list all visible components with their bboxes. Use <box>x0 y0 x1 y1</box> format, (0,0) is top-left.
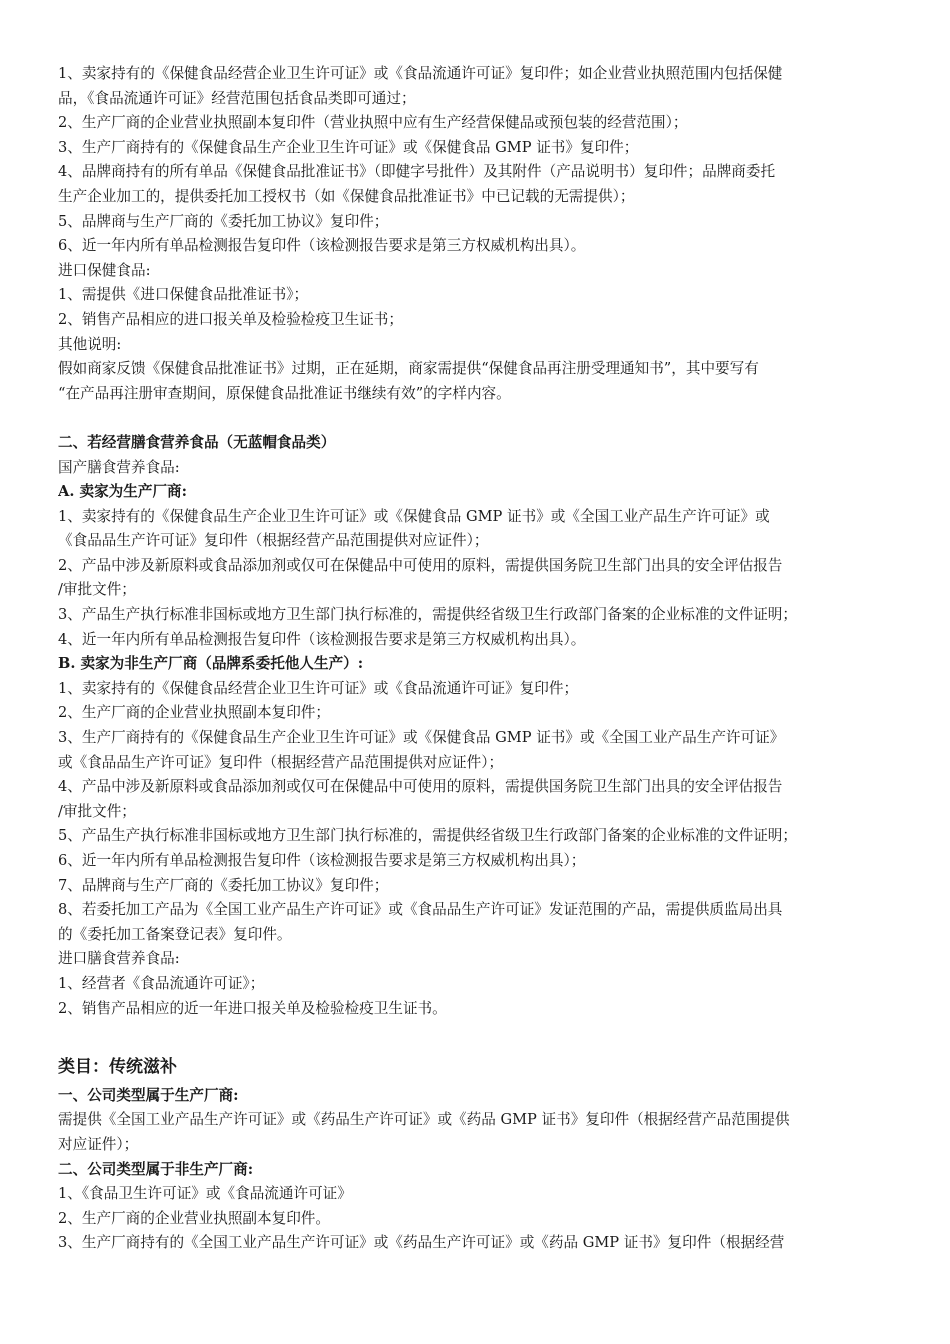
text-line: 1、经营者《食品流通许可证》； <box>58 974 265 992</box>
section-heading: 二、公司类型属于非生产厂商: <box>58 1160 254 1178</box>
text-line: 2、生产厂商的企业营业执照副本复印件； <box>58 704 330 722</box>
category-heading: 类目：传统滋补 <box>58 1056 177 1077</box>
text-line: 6、近一年内所有单品检测报告复印件（该检测报告要求是第三方权威机构出具）。 <box>58 237 586 255</box>
text-line: 2、销售产品相应的近一年进口报关单及检验检疫卫生证书。 <box>58 999 447 1017</box>
section-heading: A. 卖家为生产厂商: <box>58 483 188 501</box>
section-heading: B. 卖家为非生产厂商（品牌系委托他人生产）: <box>58 655 364 673</box>
text-line: “在产品再注册审查期间，原保健食品批准证书继续有效”的字样内容。 <box>58 384 511 402</box>
text-line: 3、生产厂商持有的《保健食品生产企业卫生许可证》或《保健食品 GMP 证书》复印件； <box>58 138 639 156</box>
text-line: 或《食品品生产许可证》复印件（根据经营产品范围提供对应证件）； <box>58 753 504 771</box>
blank-line <box>58 406 898 431</box>
text-line: 3、生产厂商持有的《保健食品生产企业卫生许可证》或《保健食品 GMP 证书》或《全国工业产品生产许可证》 <box>58 729 785 747</box>
text-line: 国产膳食营养食品: <box>58 458 180 476</box>
section-heading: 二、若经营膳食营养食品（无蓝帽食品类） <box>58 433 336 451</box>
text-line: 5、品牌商与生产厂商的《委托加工协议》复印件； <box>58 212 389 230</box>
text-line: 品，《食品流通许可证》经营范围包括食品类即可通过； <box>58 89 416 107</box>
text-line: 对应证件）； <box>58 1135 139 1153</box>
text-line: 假如商家反馈《保健食品批准证书》过期，正在延期，商家需提供“保健食品再注册受理通知书”，其中要写有 <box>58 360 759 378</box>
text-line: 2、销售产品相应的进口报关单及检验检疫卫生证书； <box>58 310 403 328</box>
text-line: 的《委托加工备案登记表》复印件。 <box>58 925 292 943</box>
text-line: 进口保健食品: <box>58 261 151 279</box>
text-line: 4、近一年内所有单品检测报告复印件（该检测报告要求是第三方权威机构出具）。 <box>58 630 586 648</box>
text-line: 3、产品生产执行标准非国标或地方卫生部门执行标准的，需提供经省级卫生行政部门备案的企业标准的文件证明； <box>58 606 797 624</box>
text-line: 1、卖家持有的《保健食品经营企业卫生许可证》或《食品流通许可证》复印件； <box>58 679 579 697</box>
text-line: 生产企业加工的，提供委托加工授权书（如《保健食品批准证书》中已记载的无需提供）； <box>58 187 635 205</box>
blank-line <box>58 1021 898 1046</box>
text-line: 进口膳食营养食品: <box>58 950 180 968</box>
text-line: 2、产品中涉及新原料或食品添加剂或仅可在保健品中可使用的原料，需提供国务院卫生部门出具的安全评估报告 <box>58 556 783 574</box>
text-line: 1、卖家持有的《保健食品生产企业卫生许可证》或《保健食品 GMP 证书》或《全国工业产品生产许可证》或 <box>58 507 770 525</box>
text-line: 需提供《全国工业产品生产许可证》或《药品生产许可证》或《药品 GMP 证书》复印件（根据经营产品范围提供 <box>58 1111 790 1129</box>
text-line: 4、品牌商持有的所有单品《保健食品批准证书》（即健字号批件）及其附件（产品说明书）复印件；品牌商委托 <box>58 163 776 181</box>
text-line: 《食品品生产许可证》复印件（根据经营产品范围提供对应证件）； <box>58 532 489 550</box>
section-heading: 一、公司类型属于生产厂商: <box>58 1086 239 1104</box>
text-line: /审批文件； <box>58 802 136 820</box>
text-line: 5、产品生产执行标准非国标或地方卫生部门执行标准的，需提供经省级卫生行政部门备案的企业标准的文件证明； <box>58 827 797 845</box>
text-line: 3、生产厂商持有的《全国工业产品生产许可证》或《药品生产许可证》或《药品 GMP 证书》复印件（根据经营 <box>58 1234 785 1252</box>
text-line: 2、生产厂商的企业营业执照副本复印件（营业执照中应有生产经营保健品或预包装的经营范围）； <box>58 114 688 132</box>
text-line: 1、卖家持有的《保健食品经营企业卫生许可证》或《食品流通许可证》复印件；如企业营业执照范围内包括保健 <box>58 65 783 82</box>
text-line: 2、生产厂商的企业营业执照副本复印件。 <box>58 1209 330 1227</box>
text-line: /审批文件； <box>58 581 136 599</box>
text-line: 1、《食品卫生许可证》或《食品流通许可证》 <box>58 1185 352 1203</box>
text-line: 其他说明: <box>58 335 122 353</box>
text-line: 4、产品中涉及新原料或食品添加剂或仅可在保健品中可使用的原料，需提供国务院卫生部门出具的安全评估报告 <box>58 778 783 796</box>
text-line: 7、品牌商与生产厂商的《委托加工协议》复印件； <box>58 876 389 894</box>
text-line: 6、近一年内所有单品检测报告复印件（该检测报告要求是第三方权威机构出具）； <box>58 852 586 869</box>
text-line: 1、需提供《进口保健食品批准证书》； <box>58 286 309 304</box>
text-line: 8、若委托加工产品为《全国工业产品生产许可证》或《食品品生产许可证》发证范围的产品，需提供质监局出具 <box>58 901 783 919</box>
